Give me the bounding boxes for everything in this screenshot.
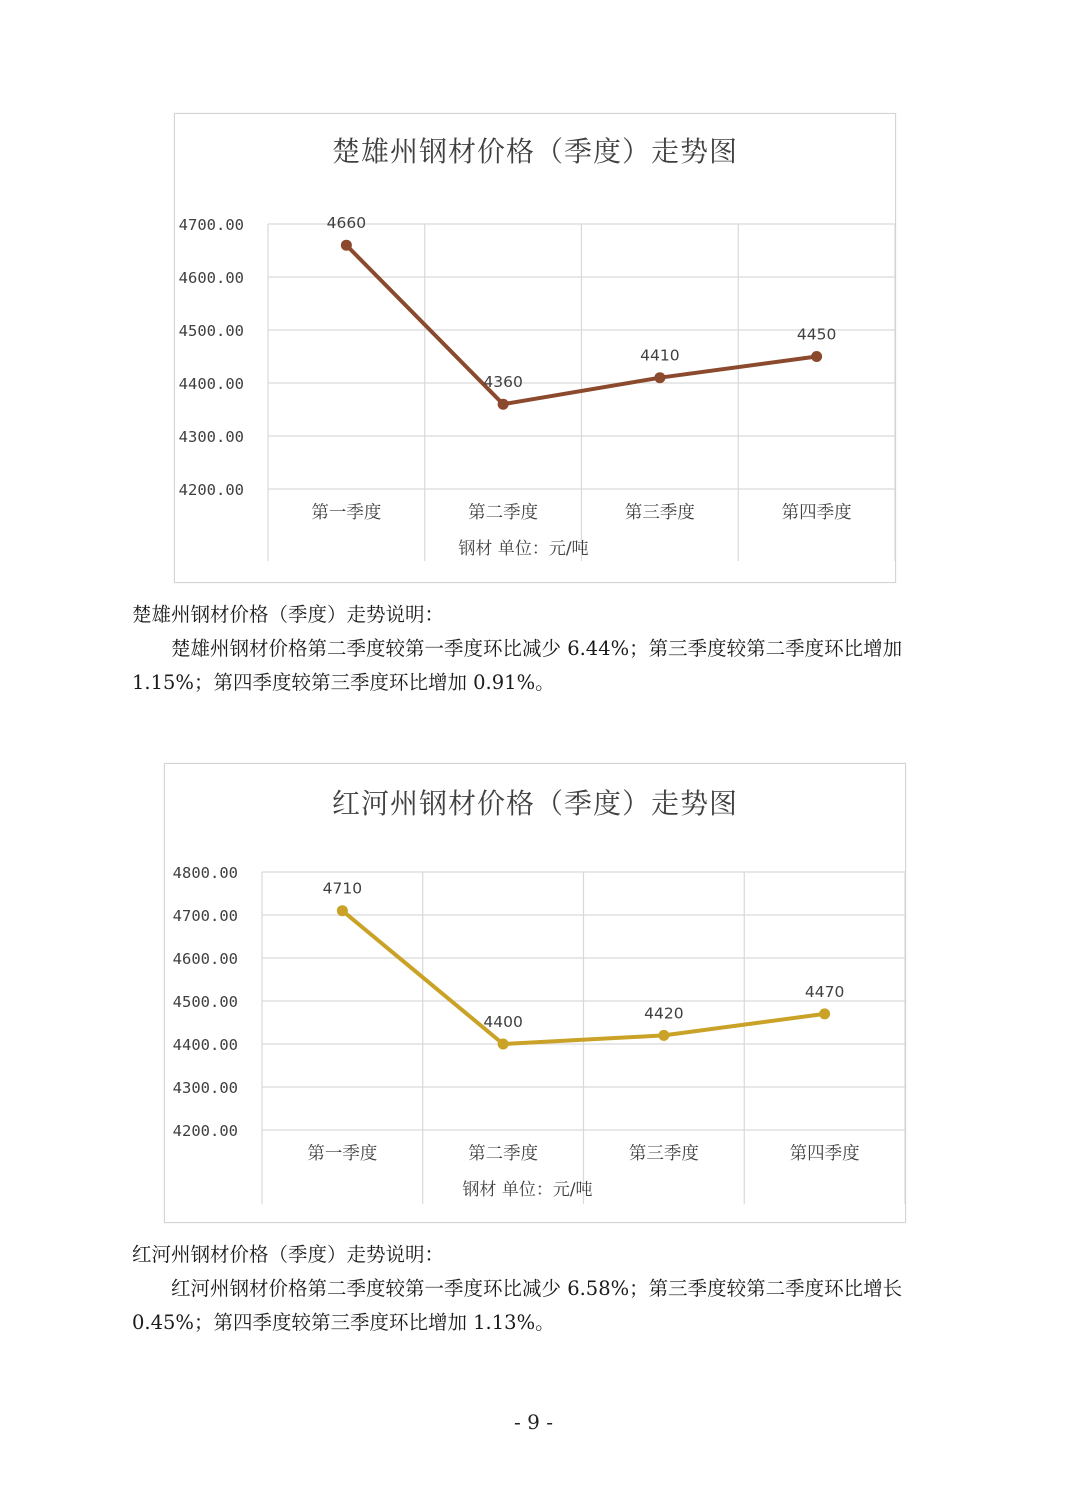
y-tick-label: 4200.00 bbox=[172, 1122, 238, 1140]
chart-chuxiong bbox=[174, 113, 896, 583]
chart-honghe bbox=[164, 763, 906, 1223]
y-tick-label: 4700.00 bbox=[178, 216, 244, 234]
y-tick-label: 4500.00 bbox=[172, 993, 238, 1011]
data-point bbox=[498, 399, 509, 410]
y-tick-label: 4600.00 bbox=[178, 269, 244, 287]
data-label: 4360 bbox=[483, 373, 523, 392]
x-tick-label: 第二季度 bbox=[468, 1144, 539, 1164]
chart-title: 楚雄州钢材价格（季度）走势图 bbox=[331, 135, 738, 168]
data-label: 4470 bbox=[804, 982, 845, 1001]
y-tick-label: 4300.00 bbox=[172, 1079, 238, 1097]
data-point bbox=[819, 1008, 830, 1019]
description-body: 红河州钢材价格第二季度较第一季度环比减少 6.58%；第三季度较第二季度环比增长 0.45%；第四季度较第三季度环比增加 1.13%。 bbox=[132, 1277, 903, 1334]
chart-plot bbox=[165, 764, 905, 1222]
data-label: 4410 bbox=[640, 346, 680, 365]
y-tick-label: 4300.00 bbox=[178, 428, 244, 446]
data-label: 4660 bbox=[326, 214, 367, 233]
x-tick-label: 第三季度 bbox=[624, 503, 695, 523]
y-tick-label: 4400.00 bbox=[178, 375, 244, 393]
data-label: 4710 bbox=[322, 879, 363, 898]
data-point bbox=[654, 372, 665, 383]
page-number: - 9 - bbox=[514, 1410, 553, 1434]
data-point bbox=[341, 240, 352, 251]
x-tick-label: 第一季度 bbox=[307, 1144, 378, 1164]
description-chuxiong bbox=[132, 598, 942, 700]
x-tick-label: 第四季度 bbox=[781, 503, 852, 523]
data-point bbox=[337, 905, 348, 916]
data-point bbox=[658, 1030, 669, 1041]
chart-plot bbox=[175, 114, 895, 582]
chart-title: 红河州钢材价格（季度）走势图 bbox=[331, 787, 738, 820]
y-tick-label: 4500.00 bbox=[178, 322, 244, 340]
data-point bbox=[498, 1039, 509, 1050]
y-tick-label: 4400.00 bbox=[172, 1036, 238, 1054]
x-axis-title: 钢材 单位：元/吨 bbox=[462, 1180, 593, 1200]
y-tick-label: 4200.00 bbox=[178, 481, 244, 499]
data-label: 4420 bbox=[644, 1004, 684, 1023]
x-tick-label: 第一季度 bbox=[311, 503, 382, 523]
x-axis-title: 钢材 单位：元/吨 bbox=[458, 539, 589, 559]
y-tick-label: 4700.00 bbox=[172, 907, 238, 925]
y-tick-label: 4600.00 bbox=[172, 950, 238, 968]
description-heading: 红河州钢材价格（季度）走势说明： bbox=[132, 1243, 445, 1266]
data-point bbox=[811, 351, 822, 362]
description-body: 楚雄州钢材价格第二季度较第一季度环比减少 6.44%；第三季度较第二季度环比增加 1.15%；第四季度较第三季度环比增加 0.91%。 bbox=[132, 637, 903, 694]
x-tick-label: 第二季度 bbox=[468, 503, 539, 523]
data-label: 4450 bbox=[796, 325, 837, 344]
y-tick-label: 4800.00 bbox=[172, 864, 238, 882]
description-honghe bbox=[132, 1238, 942, 1340]
x-tick-label: 第四季度 bbox=[789, 1144, 860, 1164]
description-heading: 楚雄州钢材价格（季度）走势说明： bbox=[132, 603, 445, 626]
data-label: 4400 bbox=[483, 1013, 523, 1031]
x-tick-label: 第三季度 bbox=[628, 1144, 699, 1164]
